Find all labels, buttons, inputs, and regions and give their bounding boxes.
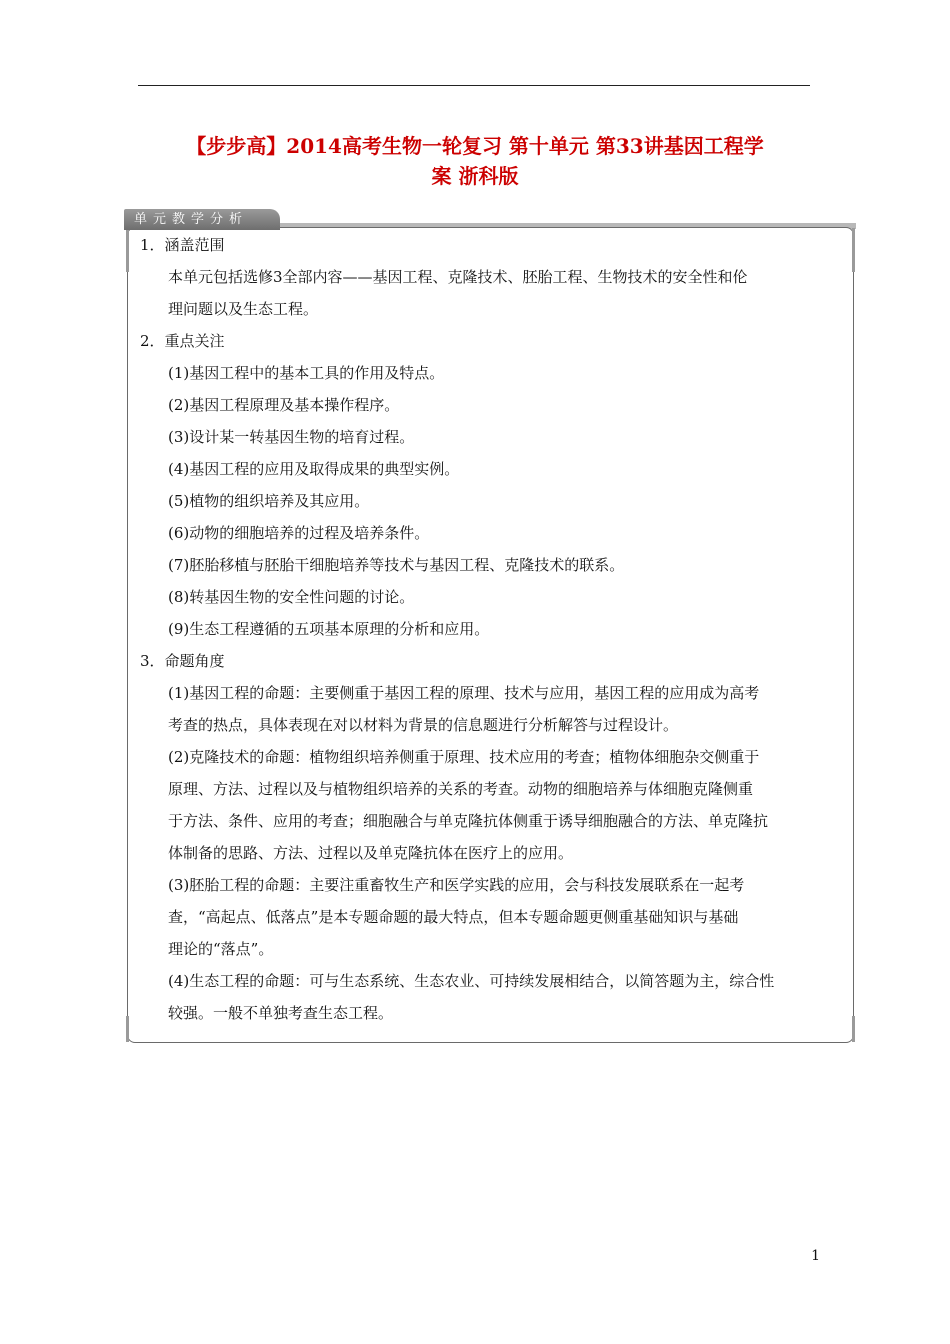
focus-item: (1)基因工程中的基本工具的作用及特点。 xyxy=(168,364,445,382)
angle-2-line-2: 原理、方法、过程以及与植物组织培养的关系的考查。动物的细胞培养与体细胞克隆侧重 xyxy=(168,780,754,798)
angle-4-line-1: (4)生态工程的命题：可与生态系统、生态农业、可持续发展相结合，以简答题为主，综合性 xyxy=(168,972,775,990)
header-rule xyxy=(138,85,810,86)
coverage-line-2: 理问题以及生态工程。 xyxy=(168,300,319,318)
focus-item: (7)胚胎移植与胚胎干细胞培养等技术与基因工程、克隆技术的联系。 xyxy=(168,556,625,574)
angle-2-line-1: (2)克隆技术的命题：植物组织培养侧重于原理、技术应用的考查；植物体细胞杂交侧重于 xyxy=(168,748,760,766)
focus-item: (8)转基因生物的安全性问题的讨论。 xyxy=(168,588,415,606)
focus-item: (5)植物的组织培养及其应用。 xyxy=(168,492,370,510)
angle-2-line-3: 于方法、条件、应用的考查；细胞融合与单克隆抗体侧重于诱导细胞融合的方法、单克隆抗 xyxy=(168,812,769,830)
angle-2-line-4: 体制备的思路、方法、过程以及单克隆抗体在医疗上的应用。 xyxy=(168,844,574,862)
focus-item: (3)设计某一转基因生物的培育过程。 xyxy=(168,428,415,446)
box-edge-bottom-right xyxy=(852,1016,855,1042)
section-heading-angles: 3．命题角度 xyxy=(140,652,225,670)
angle-3-line-3: 理论的“落点”。 xyxy=(168,940,274,958)
focus-item: (4)基因工程的应用及取得成果的典型实例。 xyxy=(168,460,460,478)
title-line-1: 【步步高】2014高考生物一轮复习 第十单元 第33讲基因工程学 xyxy=(186,134,764,158)
focus-item: (9)生态工程遵循的五项基本原理的分析和应用。 xyxy=(168,620,490,638)
page-number: 1 xyxy=(811,1248,820,1264)
angle-3-line-2: 查，“高起点、低落点”是本专题命题的最大特点，但本专题命题更侧重基础知识与基础 xyxy=(168,908,739,926)
angle-1-line-1: (1)基因工程的命题：主要侧重于基因工程的原理、技术与应用，基因工程的应用成为高考 xyxy=(168,684,760,702)
angle-1-line-2: 考查的热点，具体表现在对以材料为背景的信息题进行分析解答与过程设计。 xyxy=(168,716,679,734)
box-edge-left xyxy=(126,228,129,272)
coverage-line-1: 本单元包括选修3全部内容——基因工程、克隆技术、胚胎工程、生物技术的安全性和伦 xyxy=(168,268,748,286)
unit-analysis-content xyxy=(140,229,810,1029)
box-edge-right xyxy=(852,228,855,272)
box-edge-bottom-left xyxy=(126,1016,129,1042)
document-title xyxy=(140,131,810,191)
section-heading-focus: 2．重点关注 xyxy=(140,332,225,350)
focus-item: (6)动物的细胞培养的过程及培养条件。 xyxy=(168,524,430,542)
section-heading-coverage: 1．涵盖范围 xyxy=(140,236,225,254)
angle-3-line-1: (3)胚胎工程的命题：主要注重畜牧生产和医学实践的应用，会与科技发展联系在一起考 xyxy=(168,876,745,894)
section-tab: 单元教学分析 xyxy=(124,209,280,230)
title-line-2: 案 浙科版 xyxy=(431,164,519,188)
focus-item: (2)基因工程原理及基本操作程序。 xyxy=(168,396,400,414)
angle-4-line-2: 较强。一般不单独考查生态工程。 xyxy=(168,1004,394,1022)
